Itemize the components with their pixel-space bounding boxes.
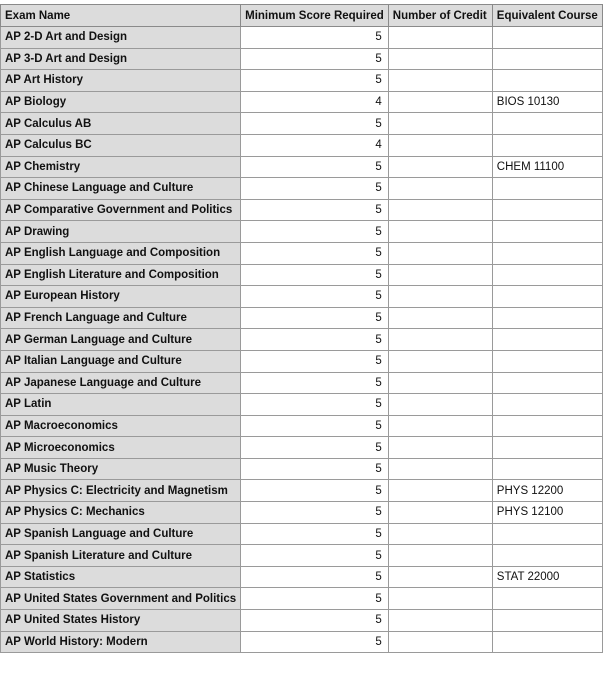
table-row xyxy=(1,588,603,610)
header-equivalent-course[interactable]: Equivalent Course xyxy=(492,5,602,27)
number-of-credit-cell[interactable] xyxy=(388,437,492,459)
table-row xyxy=(1,566,603,588)
number-of-credit-cell[interactable] xyxy=(388,415,492,437)
equivalent-course-cell[interactable] xyxy=(492,134,602,156)
exam-name-cell[interactable]: AP United States History xyxy=(1,610,241,632)
minimum-score-cell[interactable]: 5 xyxy=(241,566,389,588)
equivalent-course-cell[interactable] xyxy=(492,242,602,264)
equivalent-course-cell[interactable] xyxy=(492,221,602,243)
minimum-score-cell[interactable]: 5 xyxy=(241,178,389,200)
number-of-credit-cell[interactable] xyxy=(388,545,492,567)
exam-name-cell[interactable]: AP World History: Modern xyxy=(1,631,241,653)
ap-credit-table xyxy=(0,4,603,653)
equivalent-course-cell[interactable] xyxy=(492,178,602,200)
table-row xyxy=(1,480,603,502)
exam-name-cell[interactable]: AP Chinese Language and Culture xyxy=(1,178,241,200)
equivalent-course-cell[interactable] xyxy=(492,199,602,221)
table-row xyxy=(1,134,603,156)
number-of-credit-cell[interactable] xyxy=(388,372,492,394)
number-of-credit-cell[interactable] xyxy=(388,27,492,49)
number-of-credit-cell[interactable] xyxy=(388,458,492,480)
minimum-score-cell[interactable]: 5 xyxy=(241,523,389,545)
equivalent-course-cell[interactable] xyxy=(492,113,602,135)
equivalent-course-cell[interactable] xyxy=(492,458,602,480)
header-minimum-score[interactable]: Minimum Score Required xyxy=(241,5,389,27)
minimum-score-cell[interactable]: 5 xyxy=(241,286,389,308)
number-of-credit-cell[interactable] xyxy=(388,566,492,588)
minimum-score-cell[interactable]: 5 xyxy=(241,631,389,653)
table-row xyxy=(1,394,603,416)
number-of-credit-cell[interactable] xyxy=(388,199,492,221)
table-row xyxy=(1,502,603,524)
table-row xyxy=(1,372,603,394)
exam-name-cell[interactable]: AP Spanish Literature and Culture xyxy=(1,545,241,567)
exam-name-cell[interactable]: AP United States Government and Politics xyxy=(1,588,241,610)
minimum-score-cell[interactable]: 5 xyxy=(241,48,389,70)
table-row xyxy=(1,199,603,221)
minimum-score-cell[interactable]: 4 xyxy=(241,91,389,113)
minimum-score-cell[interactable]: 5 xyxy=(241,610,389,632)
equivalent-course-cell[interactable] xyxy=(492,264,602,286)
minimum-score-cell[interactable]: 5 xyxy=(241,264,389,286)
minimum-score-cell[interactable]: 5 xyxy=(241,113,389,135)
minimum-score-cell[interactable]: 5 xyxy=(241,372,389,394)
minimum-score-cell[interactable]: 5 xyxy=(241,415,389,437)
minimum-score-cell[interactable]: 5 xyxy=(241,588,389,610)
table-row xyxy=(1,631,603,653)
minimum-score-cell[interactable]: 5 xyxy=(241,480,389,502)
table-row xyxy=(1,242,603,264)
exam-name-cell[interactable]: AP Art History xyxy=(1,70,241,92)
exam-name-cell[interactable]: AP English Language and Composition xyxy=(1,242,241,264)
minimum-score-cell[interactable]: 5 xyxy=(241,27,389,49)
exam-name-cell[interactable]: AP 2-D Art and Design xyxy=(1,27,241,49)
header-exam-name[interactable]: Exam Name xyxy=(1,5,241,27)
number-of-credit-cell[interactable] xyxy=(388,70,492,92)
exam-name-cell[interactable]: AP Italian Language and Culture xyxy=(1,350,241,372)
equivalent-course-cell[interactable] xyxy=(492,307,602,329)
number-of-credit-cell[interactable] xyxy=(388,631,492,653)
equivalent-course-cell[interactable]: PHYS 12100 xyxy=(492,502,602,524)
table-row xyxy=(1,437,603,459)
exam-name-cell[interactable]: AP Music Theory xyxy=(1,458,241,480)
exam-name-cell[interactable]: AP English Literature and Composition xyxy=(1,264,241,286)
minimum-score-cell[interactable]: 5 xyxy=(241,437,389,459)
equivalent-course-cell[interactable]: BIOS 10130 xyxy=(492,91,602,113)
number-of-credit-cell[interactable] xyxy=(388,610,492,632)
exam-name-cell[interactable]: AP Biology xyxy=(1,91,241,113)
minimum-score-cell[interactable]: 5 xyxy=(241,394,389,416)
table-row xyxy=(1,458,603,480)
equivalent-course-cell[interactable]: CHEM 11100 xyxy=(492,156,602,178)
table-row xyxy=(1,48,603,70)
minimum-score-cell[interactable]: 4 xyxy=(241,134,389,156)
number-of-credit-cell[interactable] xyxy=(388,134,492,156)
number-of-credit-cell[interactable] xyxy=(388,113,492,135)
exam-name-cell[interactable]: AP Microeconomics xyxy=(1,437,241,459)
number-of-credit-cell[interactable] xyxy=(388,329,492,351)
equivalent-course-cell[interactable] xyxy=(492,70,602,92)
table-row xyxy=(1,350,603,372)
number-of-credit-cell[interactable] xyxy=(388,394,492,416)
table-row xyxy=(1,27,603,49)
equivalent-course-cell[interactable] xyxy=(492,394,602,416)
minimum-score-cell[interactable]: 5 xyxy=(241,242,389,264)
equivalent-course-cell[interactable] xyxy=(492,286,602,308)
number-of-credit-cell[interactable] xyxy=(388,178,492,200)
number-of-credit-cell[interactable] xyxy=(388,264,492,286)
table-row xyxy=(1,329,603,351)
number-of-credit-cell[interactable] xyxy=(388,221,492,243)
number-of-credit-cell[interactable] xyxy=(388,502,492,524)
exam-name-cell[interactable]: AP Comparative Government and Politics xyxy=(1,199,241,221)
minimum-score-cell[interactable]: 5 xyxy=(241,329,389,351)
number-of-credit-cell[interactable] xyxy=(388,242,492,264)
number-of-credit-cell[interactable] xyxy=(388,588,492,610)
minimum-score-cell[interactable]: 5 xyxy=(241,156,389,178)
equivalent-course-cell[interactable] xyxy=(492,350,602,372)
table-row xyxy=(1,91,603,113)
minimum-score-cell[interactable]: 5 xyxy=(241,350,389,372)
table-row xyxy=(1,415,603,437)
equivalent-course-cell[interactable]: STAT 22000 xyxy=(492,566,602,588)
equivalent-course-cell[interactable] xyxy=(492,523,602,545)
equivalent-course-cell[interactable] xyxy=(492,631,602,653)
exam-name-cell[interactable]: AP Chemistry xyxy=(1,156,241,178)
minimum-score-cell[interactable]: 5 xyxy=(241,502,389,524)
equivalent-course-cell[interactable] xyxy=(492,610,602,632)
minimum-score-cell[interactable]: 5 xyxy=(241,307,389,329)
number-of-credit-cell[interactable] xyxy=(388,307,492,329)
minimum-score-cell[interactable]: 5 xyxy=(241,70,389,92)
exam-name-cell[interactable]: AP Statistics xyxy=(1,566,241,588)
number-of-credit-cell[interactable] xyxy=(388,350,492,372)
equivalent-course-cell[interactable] xyxy=(492,545,602,567)
exam-name-cell[interactable]: AP Latin xyxy=(1,394,241,416)
number-of-credit-cell[interactable] xyxy=(388,523,492,545)
header-row xyxy=(1,5,603,27)
number-of-credit-cell[interactable] xyxy=(388,480,492,502)
exam-name-cell[interactable]: AP Calculus AB xyxy=(1,113,241,135)
header-number-of-credit[interactable]: Number of Credit xyxy=(388,5,492,27)
number-of-credit-cell[interactable] xyxy=(388,156,492,178)
equivalent-course-cell[interactable]: PHYS 12200 xyxy=(492,480,602,502)
table-row xyxy=(1,221,603,243)
equivalent-course-cell[interactable] xyxy=(492,415,602,437)
table-row xyxy=(1,523,603,545)
exam-name-cell[interactable]: AP 3-D Art and Design xyxy=(1,48,241,70)
equivalent-course-cell[interactable] xyxy=(492,48,602,70)
exam-name-cell[interactable]: AP Calculus BC xyxy=(1,134,241,156)
minimum-score-cell[interactable]: 5 xyxy=(241,545,389,567)
table-row xyxy=(1,156,603,178)
equivalent-course-cell[interactable] xyxy=(492,27,602,49)
table-row xyxy=(1,70,603,92)
number-of-credit-cell[interactable] xyxy=(388,286,492,308)
table-row xyxy=(1,286,603,308)
equivalent-course-cell[interactable] xyxy=(492,329,602,351)
table-row xyxy=(1,545,603,567)
exam-name-cell[interactable]: AP Japanese Language and Culture xyxy=(1,372,241,394)
table-row xyxy=(1,307,603,329)
exam-name-cell[interactable]: AP Macroeconomics xyxy=(1,415,241,437)
table-row xyxy=(1,264,603,286)
minimum-score-cell[interactable]: 5 xyxy=(241,199,389,221)
exam-name-cell[interactable]: AP German Language and Culture xyxy=(1,329,241,351)
table-body xyxy=(1,27,603,653)
equivalent-course-cell[interactable] xyxy=(492,437,602,459)
equivalent-course-cell[interactable] xyxy=(492,588,602,610)
exam-name-cell[interactable]: AP Physics C: Mechanics xyxy=(1,502,241,524)
exam-name-cell[interactable]: AP Physics C: Electricity and Magnetism xyxy=(1,480,241,502)
number-of-credit-cell[interactable] xyxy=(388,48,492,70)
table-row xyxy=(1,610,603,632)
exam-name-cell[interactable]: AP European History xyxy=(1,286,241,308)
number-of-credit-cell[interactable] xyxy=(388,91,492,113)
exam-name-cell[interactable]: AP Drawing xyxy=(1,221,241,243)
equivalent-course-cell[interactable] xyxy=(492,372,602,394)
minimum-score-cell[interactable]: 5 xyxy=(241,221,389,243)
table-row xyxy=(1,113,603,135)
exam-name-cell[interactable]: AP French Language and Culture xyxy=(1,307,241,329)
exam-name-cell[interactable]: AP Spanish Language and Culture xyxy=(1,523,241,545)
minimum-score-cell[interactable]: 5 xyxy=(241,458,389,480)
table-row xyxy=(1,178,603,200)
